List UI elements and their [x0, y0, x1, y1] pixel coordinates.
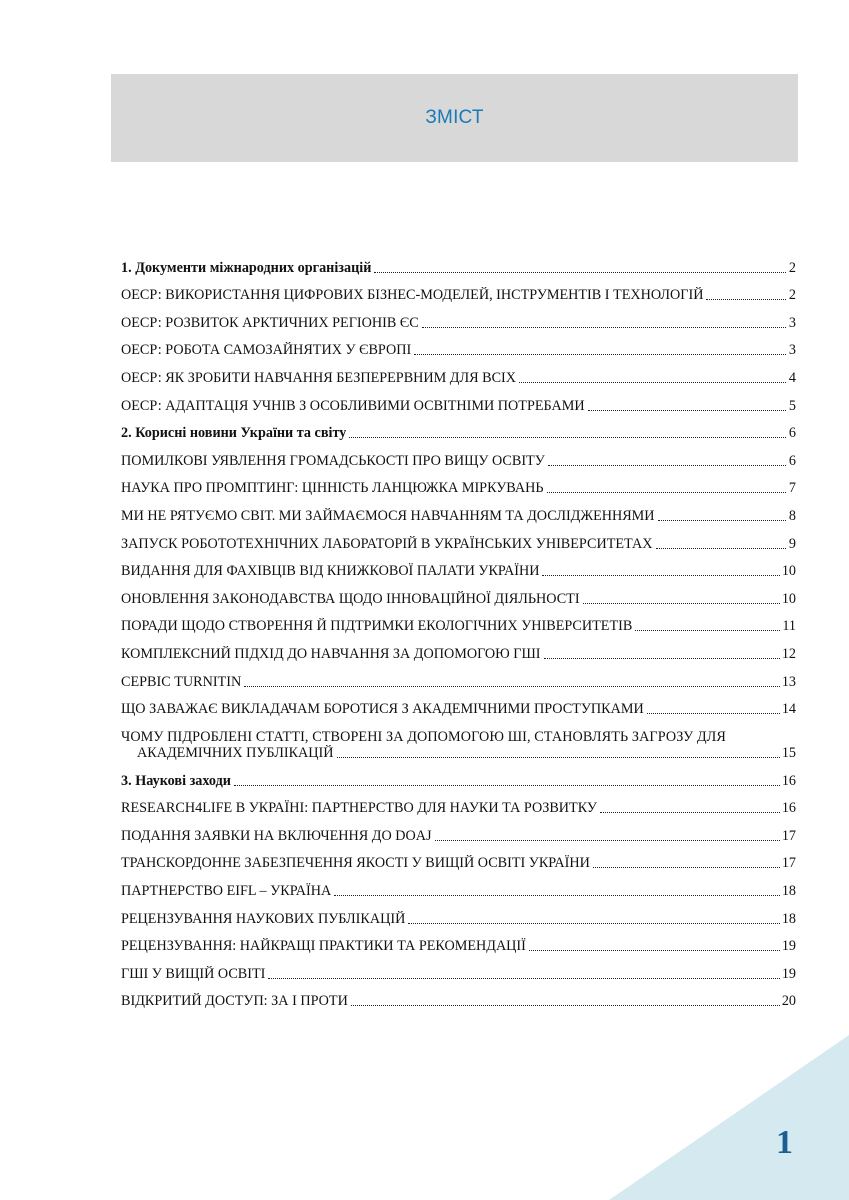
toc-page-number: 3 [788, 314, 796, 331]
toc-entry-title: СЕРВІС TURNITIN [121, 673, 242, 690]
toc-entry-title: ПАРТНЕРСТВО EIFL – УКРАЇНА [121, 883, 332, 900]
toc-entry-title: ОНОВЛЕННЯ ЗАКОНОДАВСТВА ЩОДО ІННОВАЦІЙНОЇ ДІЯЛЬНОСТІ [121, 590, 580, 607]
toc-entry-title: ОЕСР: ЯК ЗРОБИТИ НАВЧАННЯ БЕЗПЕРЕРВНИМ ДЛЯ ВСІХ [121, 369, 517, 386]
toc-section-entry[interactable] [121, 250, 796, 278]
toc-dot-leader [547, 492, 787, 493]
toc-dot-leader [656, 548, 787, 549]
toc-entry-title: МИ НЕ РЯТУЄМО СВІТ. МИ ЗАЙМАЄМОСЯ НАВЧАННЯМ ТА ДОСЛІДЖЕННЯМИ [121, 507, 655, 524]
toc-dot-leader [548, 465, 786, 466]
toc-page-number: 17 [781, 855, 796, 872]
toc-entry[interactable] [121, 636, 796, 664]
toc-entry-title: ТРАНСКОРДОННЕ ЗАБЕЗПЕЧЕННЯ ЯКОСТІ У ВИЩІЙ ОСВІТІ УКРАЇНИ [121, 855, 590, 872]
table-of-contents [121, 250, 796, 1011]
toc-entry-title: ВІДКРИТИЙ ДОСТУП: ЗА І ПРОТИ [121, 993, 348, 1010]
toc-dot-leader [414, 354, 786, 355]
toc-page-number: 6 [788, 452, 796, 469]
toc-page-number: 6 [788, 425, 796, 442]
toc-page-number: 16 [781, 772, 796, 789]
toc-section-entry[interactable] [121, 763, 796, 791]
toc-dot-leader [435, 840, 780, 841]
toc-page-number: 5 [788, 397, 796, 414]
toc-entry[interactable] [121, 664, 796, 692]
toc-page-number: 4 [788, 369, 796, 386]
toc-dot-leader [374, 272, 786, 273]
toc-entry-title: ПОМИЛКОВІ УЯВЛЕННЯ ГРОМАДСЬКОСТІ ПРО ВИЩУ ОСВІТУ [121, 452, 545, 469]
toc-entry-title: ПОРАДИ ЩОДО СТВОРЕННЯ Й ПІДТРИМКИ ЕКОЛОГІЧНИХ УНІВЕРСИТЕТІВ [121, 618, 633, 635]
toc-entry-second-line [121, 745, 796, 763]
toc-dot-leader [635, 630, 780, 631]
toc-page-number: 16 [781, 800, 796, 817]
toc-entry[interactable] [121, 581, 796, 609]
toc-entry[interactable] [121, 692, 796, 720]
toc-dot-leader [583, 603, 780, 604]
toc-entry[interactable] [121, 846, 796, 874]
toc-page-number: 19 [781, 965, 796, 982]
toc-entry-title: ВИДАННЯ ДЛЯ ФАХІВЦІВ ВІД КНИЖКОВОЇ ПАЛАТИ УКРАЇНИ [121, 563, 540, 580]
toc-section-entry[interactable] [121, 416, 796, 444]
toc-page-number: 11 [782, 618, 796, 635]
toc-entry[interactable] [121, 443, 796, 471]
toc-entry-title: ОЕСР: РОБОТА САМОЗАЙНЯТИХ У ЄВРОПІ [121, 342, 412, 359]
toc-dot-leader [706, 299, 786, 300]
toc-page-number: 7 [788, 480, 796, 497]
toc-entry-title: 1. Документи міжнародних організацій [121, 259, 372, 276]
toc-dot-leader [542, 575, 779, 576]
toc-dot-leader [349, 437, 786, 438]
toc-entry[interactable] [121, 719, 796, 763]
toc-dot-leader [422, 327, 786, 328]
toc-dot-leader [268, 978, 779, 979]
toc-entry[interactable] [121, 498, 796, 526]
toc-entry-title: ОЕСР: АДАПТАЦІЯ УЧНІВ З ОСОБЛИВИМИ ОСВІТНІМИ ПОТРЕБАМИ [121, 397, 585, 414]
toc-dot-leader [244, 686, 780, 687]
toc-page-number: 19 [781, 938, 796, 955]
toc-dot-leader [519, 382, 786, 383]
toc-entry[interactable] [121, 818, 796, 846]
toc-entry-title: 3. Наукові заходи [121, 772, 231, 789]
toc-page-number: 8 [788, 507, 796, 524]
toc-page-number: 13 [781, 673, 796, 690]
toc-entry-title: КОМПЛЕКСНИЙ ПІДХІД ДО НАВЧАННЯ ЗА ДОПОМОГОЮ ГШІ [121, 645, 541, 662]
toc-entry-title: ПОДАННЯ ЗАЯВКИ НА ВКЛЮЧЕННЯ ДО DOAJ [121, 827, 432, 844]
toc-entry[interactable] [121, 526, 796, 554]
toc-dot-leader [544, 658, 780, 659]
toc-dot-leader [234, 785, 780, 786]
toc-entry[interactable] [121, 333, 796, 361]
toc-page-number: 20 [781, 993, 796, 1010]
toc-entry-title: ОЕСР: РОЗВИТОК АРКТИЧНИХ РЕГІОНІВ ЄС [121, 314, 419, 331]
toc-entry-title: РЕЦЕНЗУВАННЯ НАУКОВИХ ПУБЛІКАЦІЙ [121, 910, 406, 927]
toc-page-number: 10 [781, 563, 796, 580]
toc-dot-leader [647, 713, 780, 714]
toc-entry-text-wrap [121, 729, 796, 763]
toc-page-number: 3 [788, 342, 796, 359]
toc-dot-leader [658, 520, 786, 521]
toc-entry[interactable] [121, 929, 796, 957]
toc-page-number: 17 [781, 827, 796, 844]
toc-entry[interactable] [121, 360, 796, 388]
toc-page-number: 18 [781, 883, 796, 900]
toc-dot-leader [529, 950, 780, 951]
toc-entry-title: 2. Корисні новини України та світу [121, 425, 347, 442]
toc-entry-title: ОЕСР: ВИКОРИСТАННЯ ЦИФРОВИХ БІЗНЕС-МОДЕЛЕЙ, ІНСТРУМЕНТІВ І ТЕХНОЛОГІЙ [121, 287, 704, 304]
toc-entry-title: НАУКА ПРО ПРОМПТИНГ: ЦІННІСТЬ ЛАНЦЮЖКА МІРКУВАНЬ [121, 480, 544, 497]
toc-entry[interactable] [121, 791, 796, 819]
toc-entry[interactable] [121, 471, 796, 499]
toc-entry-title: РЕЦЕНЗУВАННЯ: НАЙКРАЩІ ПРАКТИКИ ТА РЕКОМЕНДАЦІЇ [121, 938, 526, 955]
toc-entry[interactable] [121, 873, 796, 901]
toc-dot-leader [334, 895, 780, 896]
corner-triangle-decoration [609, 1035, 849, 1200]
toc-entry[interactable] [121, 609, 796, 637]
toc-entry-title: ЧОМУ ПІДРОБЛЕНІ СТАТТІ, СТВОРЕНІ ЗА ДОПОМОГОЮ ШІ, СТАНОВЛЯТЬ ЗАГРОЗУ ДЛЯ [121, 729, 726, 746]
toc-entry[interactable] [121, 901, 796, 929]
toc-entry-title: ГШІ У ВИЩІЙ ОСВІТІ [121, 965, 266, 982]
toc-entry-title: ЗАПУСК РОБОТОТЕХНІЧНИХ ЛАБОРАТОРІЙ В УКРАЇНСЬКИХ УНІВЕРСИТЕТАХ [121, 535, 653, 552]
toc-entry[interactable] [121, 956, 796, 984]
toc-dot-leader [337, 757, 780, 758]
toc-page-number: 2 [788, 287, 796, 304]
toc-entry[interactable] [121, 278, 796, 306]
toc-entry-title: ЩО ЗАВАЖАЄ ВИКЛАДАЧАМ БОРОТИСЯ З АКАДЕМІЧНИМИ ПРОСТУПКАМИ [121, 701, 644, 718]
toc-page-number: 15 [781, 745, 796, 762]
toc-page-number: 10 [781, 590, 796, 607]
toc-entry[interactable] [121, 554, 796, 582]
toc-page-number: 14 [781, 701, 796, 718]
toc-entry-title-continued: АКАДЕМІЧНИХ ПУБЛІКАЦІЙ [137, 745, 334, 762]
header-band [111, 74, 798, 162]
toc-entry[interactable] [121, 305, 796, 333]
toc-page-number: 18 [781, 910, 796, 927]
toc-page-number: 9 [788, 535, 796, 552]
toc-entry[interactable] [121, 984, 796, 1012]
page-title: ЗМІСТ [425, 107, 484, 128]
toc-page-number: 12 [781, 645, 796, 662]
toc-dot-leader [600, 812, 780, 813]
toc-dot-leader [588, 410, 786, 411]
toc-dot-leader [593, 867, 780, 868]
toc-dot-leader [408, 923, 779, 924]
toc-page-number: 2 [788, 259, 796, 276]
page-number: 1 [776, 1124, 793, 1161]
toc-dot-leader [351, 1005, 780, 1006]
toc-entry[interactable] [121, 388, 796, 416]
toc-entry-title: RESEARCH4LIFE В УКРАЇНІ: ПАРТНЕРСТВО ДЛЯ НАУКИ ТА РОЗВИТКУ [121, 800, 597, 817]
